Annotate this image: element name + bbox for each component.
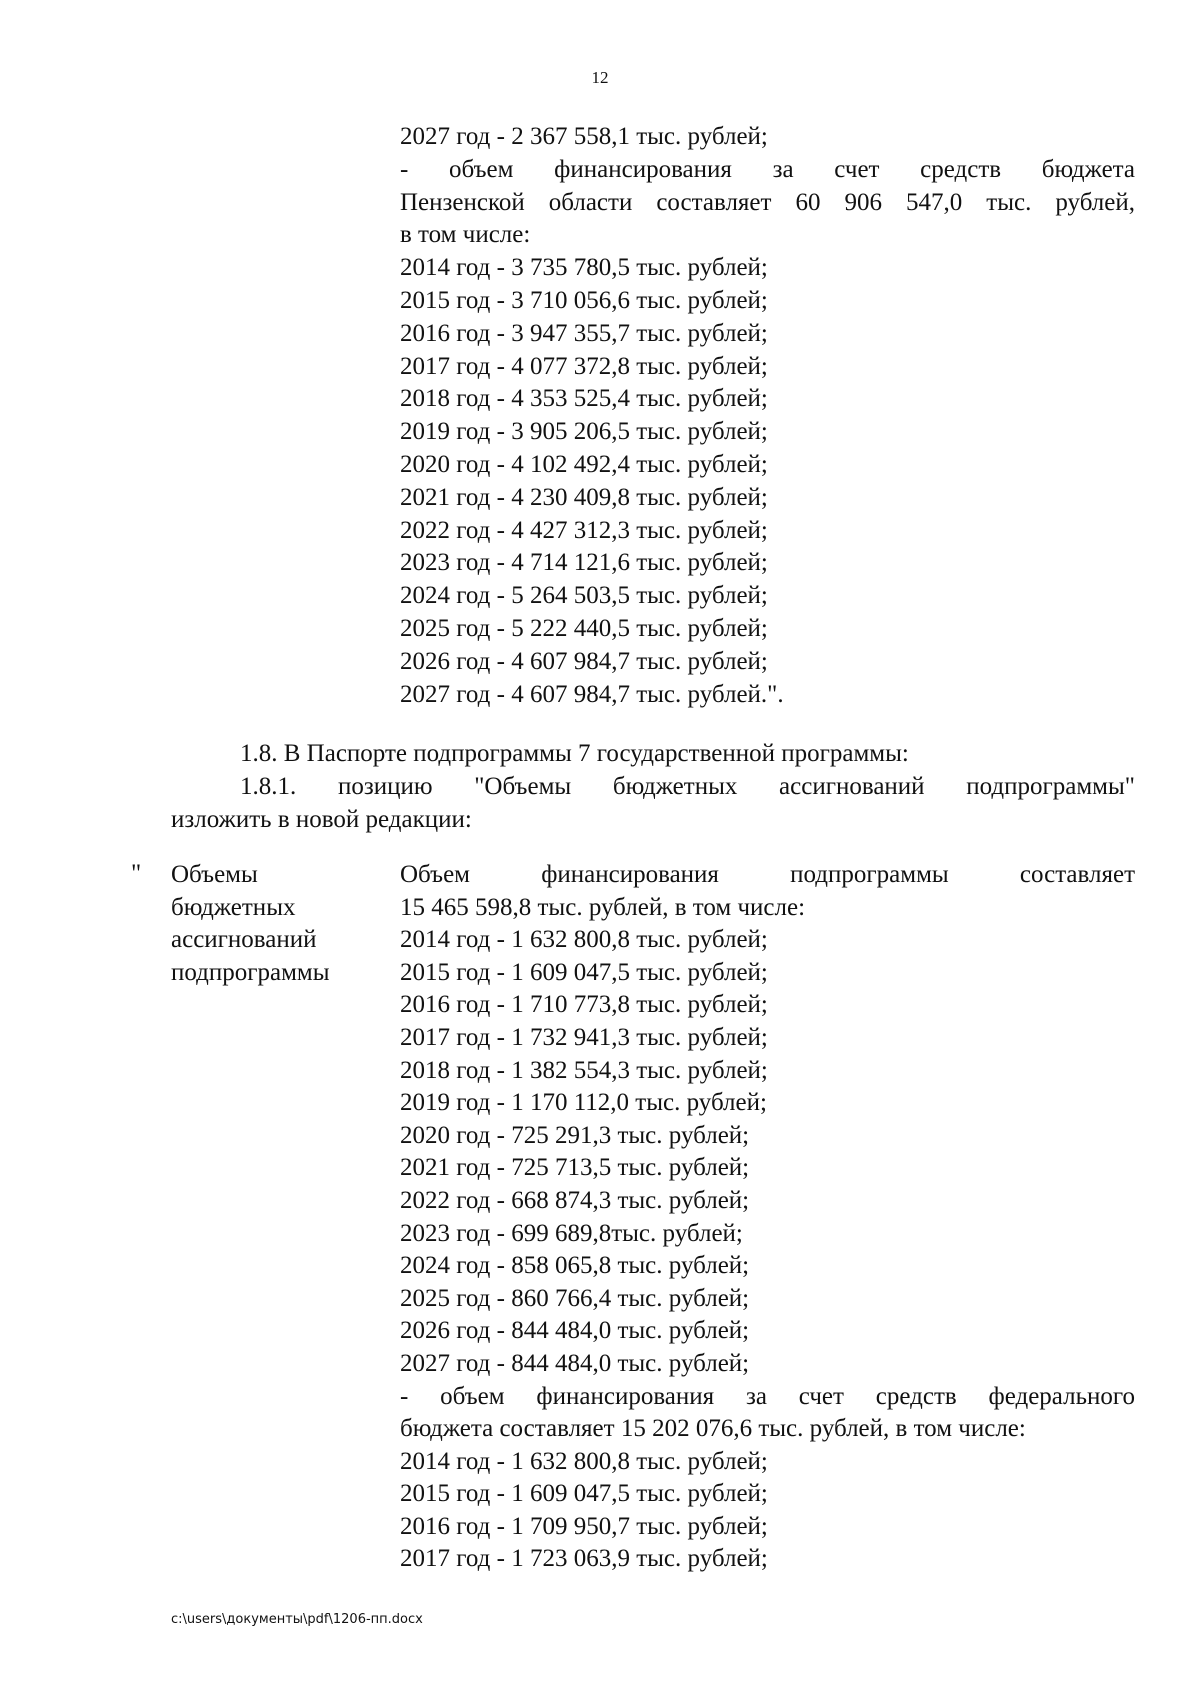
year-line: 2019 год - 1 170 112,0 тыс. рублей; [400, 1089, 767, 1117]
year-line: 2015 год - 3 710 056,6 тыс. рублей; [400, 286, 768, 314]
year-line: 2026 год - 4 607 984,7 тыс. рублей; [400, 647, 768, 675]
year-line: 2025 год - 860 766,4 тыс. рублей; [400, 1284, 750, 1312]
year-line: 2026 год - 844 484,0 тыс. рублей; [400, 1317, 750, 1345]
year-line: 2017 год - 1 723 063,9 тыс. рублей; [400, 1545, 768, 1573]
section-1-8-1-line: изложить в новой редакции: [171, 805, 472, 833]
year-line: 2024 год - 5 264 503,5 тыс. рублей; [400, 582, 768, 610]
year-line: 2017 год - 4 077 372,8 тыс. рублей; [400, 352, 768, 380]
year-line: 2017 год - 1 732 941,3 тыс. рублей; [400, 1023, 768, 1051]
year-line: 2023 год - 699 689,8тыс. рублей; [400, 1219, 743, 1247]
year-line: 2021 год - 725 713,5 тыс. рублей; [400, 1154, 750, 1182]
year-line: 2015 год - 1 609 047,5 тыс. рублей; [400, 1480, 768, 1508]
year-line: 2019 год - 3 905 206,5 тыс. рублей; [400, 418, 768, 446]
year-line: 2018 год - 4 353 525,4 тыс. рублей; [400, 385, 768, 413]
year-line: 2016 год - 1 710 773,8 тыс. рублей; [400, 991, 768, 1019]
year-line: 2014 год - 3 735 780,5 тыс. рублей; [400, 254, 768, 282]
total-line: 15 465 598,8 тыс. рублей, в том числе: [400, 893, 806, 921]
position-label [171, 859, 381, 989]
opening-quote: " [131, 860, 142, 887]
financing-block-regional [400, 121, 1135, 711]
year-line: 2027 год - 2 367 558,1 тыс. рублей; [400, 123, 768, 150]
section-1-8-1 [171, 771, 1135, 836]
label-line: Объемы [171, 861, 258, 888]
label-line: бюджетных [171, 893, 296, 921]
regional-intro-line: - объем финансирования за счет средств бюджета [400, 155, 1135, 183]
year-line: 2022 год - 668 874,3 тыс. рублей; [400, 1186, 750, 1214]
section-1-8-1-line: 1.8.1. позицию "Объемы бюджетных ассигнований подпрограммы" [240, 773, 1135, 800]
regional-intro-line: Пензенской области составляет 60 906 547,0 тыс. рублей, [400, 188, 1135, 216]
total-line: Объем финансирования подпрограммы составляет [400, 861, 1135, 888]
year-line: 2016 год - 1 709 950,7 тыс. рублей; [400, 1512, 768, 1540]
year-line: 2014 год - 1 632 800,8 тыс. рублей; [400, 926, 768, 954]
section-1-8: 1.8. В Паспорте подпрограммы 7 государственной программы: [240, 740, 909, 767]
federal-intro-line: - объем финансирования за счет средств федерального [400, 1382, 1135, 1410]
federal-intro-line: бюджета составляет 15 202 076,6 тыс. рублей, в том числе: [400, 1415, 1026, 1443]
footer-file-path: c:\users\документы\pdf\1206-пп.docx [171, 1612, 423, 1627]
year-line: 2020 год - 725 291,3 тыс. рублей; [400, 1121, 750, 1149]
financing-block-subprogram [400, 859, 1135, 1576]
year-line: 2015 год - 1 609 047,5 тыс. рублей; [400, 958, 768, 986]
year-line: 2024 год - 858 065,8 тыс. рублей; [400, 1252, 750, 1280]
year-line: 2014 год - 1 632 800,8 тыс. рублей; [400, 1447, 768, 1475]
year-line: 2027 год - 844 484,0 тыс. рублей; [400, 1349, 750, 1377]
year-line: 2021 год - 4 230 409,8 тыс. рублей; [400, 483, 768, 511]
year-line: 2018 год - 1 382 554,3 тыс. рублей; [400, 1056, 768, 1084]
label-line: ассигнований [171, 926, 317, 954]
label-line: подпрограммы [171, 958, 330, 986]
regional-intro-line: в том числе: [400, 221, 531, 249]
year-line: 2022 год - 4 427 312,3 тыс. рублей; [400, 516, 768, 544]
page-number: 12 [591, 68, 609, 87]
year-line: 2020 год - 4 102 492,4 тыс. рублей; [400, 450, 768, 478]
year-line: 2025 год - 5 222 440,5 тыс. рублей; [400, 614, 768, 642]
year-line: 2027 год - 4 607 984,7 тыс. рублей.". [400, 680, 784, 708]
year-line: 2016 год - 3 947 355,7 тыс. рублей; [400, 319, 768, 347]
year-line: 2023 год - 4 714 121,6 тыс. рублей; [400, 549, 768, 577]
